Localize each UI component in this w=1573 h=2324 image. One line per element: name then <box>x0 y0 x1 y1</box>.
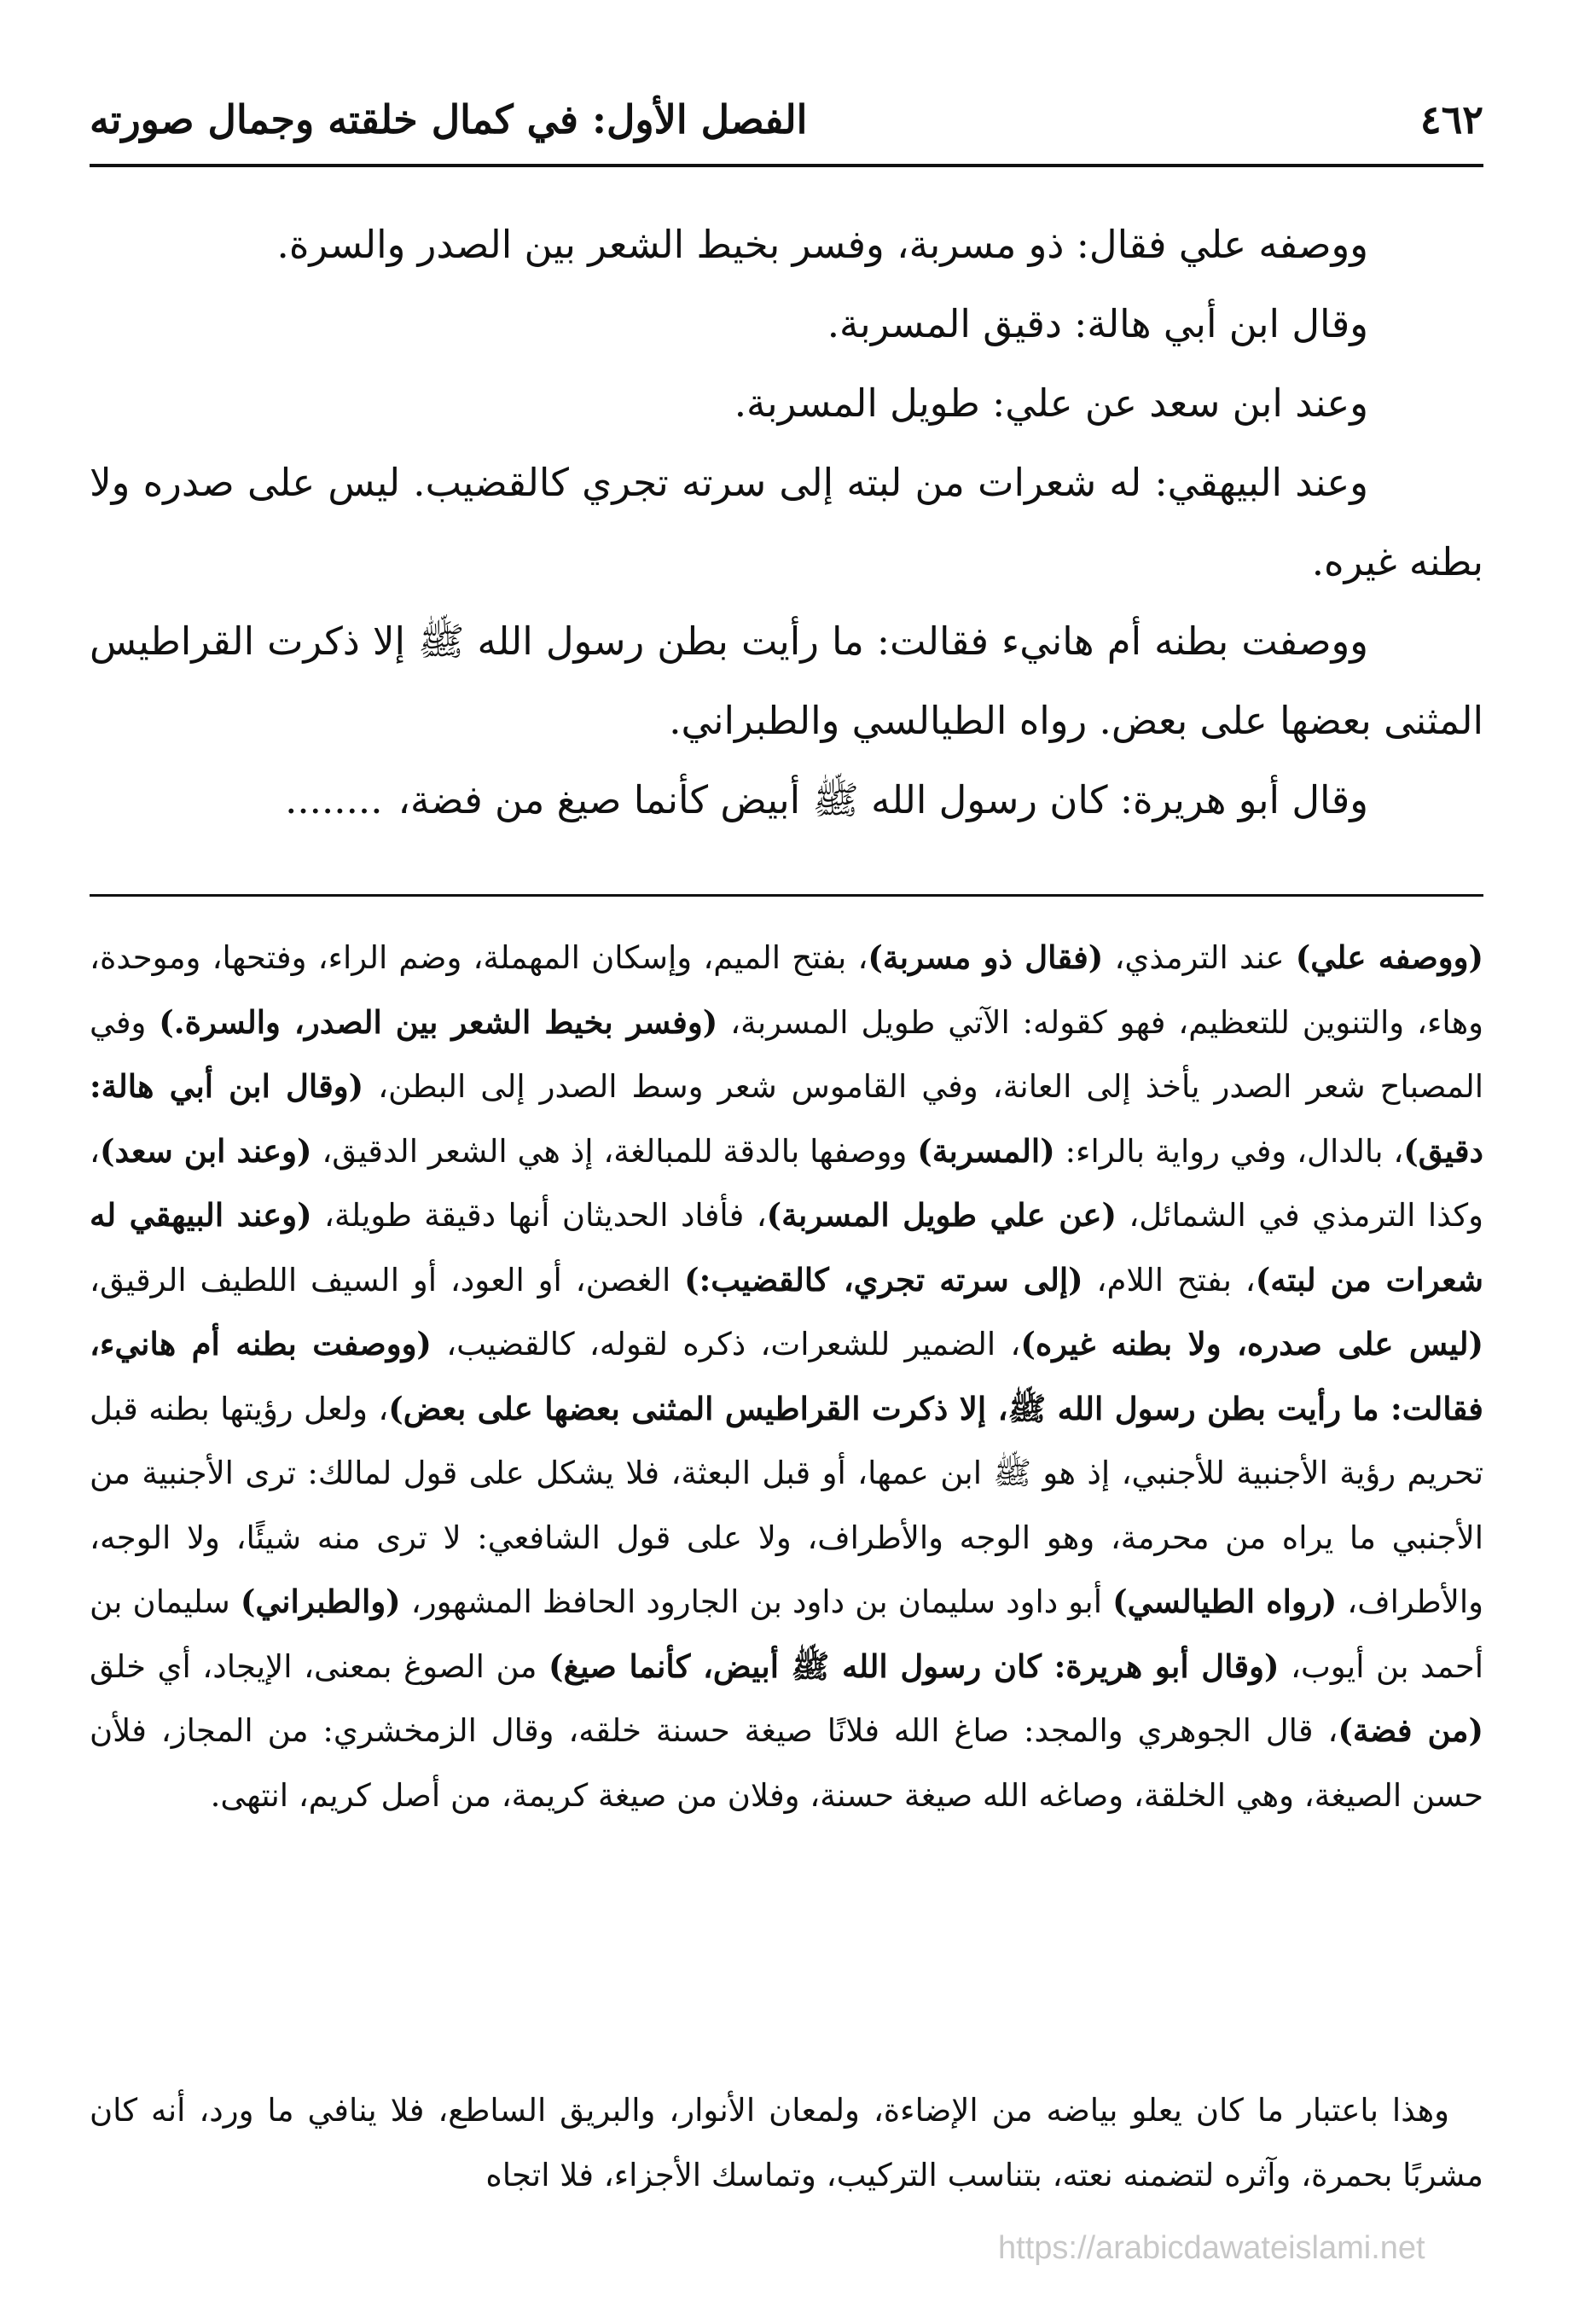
watermark-url: https://arabicdawateislami.net <box>998 2230 1425 2266</box>
commentary-run: ، فأفاد الحديثان أنها دقيقة طويلة، <box>311 1197 767 1234</box>
quoted-lemma: (عن علي طويل المسربة) <box>766 1196 1117 1234</box>
commentary-paragraph <box>90 926 1483 1827</box>
quoted-lemma: (فقال ذو مسربة) <box>868 938 1104 976</box>
quoted-lemma: (المسربة) <box>917 1131 1055 1170</box>
commentary-run: سليمان بن أحمد بن أيوب، <box>90 1583 1483 1685</box>
commentary-run: أبو داود سليمان بن داود بن الجارود الحافظ المشهور، <box>400 1583 1113 1620</box>
quoted-lemma: (والطبراني) <box>240 1583 401 1620</box>
main-paragraph: وقال ابن أبي هالة: دقيق المسربة. <box>827 301 1368 346</box>
commentary <box>90 926 1483 1827</box>
commentary-run: ، ولعل رؤيتها بطنه قبل تحريم رؤية الأجنبية للأجنبي، إذ هو ﷺ ابن عمها، أو قبل البعثة، فلا يشكل على قول لمالك: ترى الأجنبية من الأجنبي ما يراه من محرمة، وهو الوجه والأطراف، ولا على قول الشافعي: لا ترى منه شيئًا، ولا الوجه، والأطراف، <box>90 1390 1483 1620</box>
header-rule <box>90 164 1483 167</box>
commentary-run: ، بفتح الميم، وإسكان المهملة، وضم الراء، وفتحها، وموحدة، وهاء، والتنوين للتعظيم، فهو كقوله: الآتي طويل المسربة، <box>90 939 1483 1041</box>
quoted-lemma: (وفسر بخيط الشعر بين الصدر، والسرة.) <box>159 1002 718 1041</box>
commentary-run: ، قال الجوهري والمجد: صاغ الله فلانًا صيغة حسنة خلقه، وقال الزمخشري: من المجاز، فلأن حسن الصيغة، وهي الخلقة، وصاغه الله صيغة حسنة، وفلان من صيغة كريمة، من أصل كريم، انتهى. <box>90 1712 1483 1814</box>
main-paragraph: ووصفه علي فقال: ذو مسربة، وفسر بخيط الشعر بين الصدر والسرة. <box>276 222 1368 267</box>
main-paragraph: ووصفت بطنه أم هانيء فقالت: ما رأيت بطن رسول الله ﷺ إلا ذكرت القراطيس المثنى بعضها على بعض. رواه الطيالسي والطبراني. <box>90 619 1483 743</box>
commentary-run: من الصوغ بمعنى، الإيجاد، أي خلق <box>90 1647 549 1685</box>
quoted-lemma: (وقال ابن أبي هالة: دقيق) <box>90 1067 1483 1170</box>
main-paragraph: وعند ابن سعد عن علي: طويل المسربة. <box>734 381 1368 426</box>
commentary-run: وفي المصباح شعر الصدر يأخذ إلى العانة، وفي القاموس شعر وسط الصدر إلى البطن، <box>90 1003 1483 1105</box>
main-text <box>90 205 1483 840</box>
quoted-lemma: (ووصفت بطنه أم هانيء، فقالت: ما رأيت بطن رسول الله ﷺ، إلا ذكرت القراطيس المثنى بعضها على بعض) <box>90 1325 1483 1427</box>
quoted-lemma: (ووصفه علي) <box>1295 938 1483 976</box>
commentary-run: ، الضمير للشعرات، ذكره لقوله، كالقضيب، <box>431 1326 1021 1362</box>
quoted-lemma: (ليس على صدره، ولا بطنه غيره) <box>1020 1325 1484 1362</box>
page-number: ٤٦٢ <box>1419 96 1483 142</box>
main-paragraph-last <box>90 760 1483 840</box>
running-header <box>90 81 1483 158</box>
main-paragraph-text: وقال أبو هريرة: كان رسول الله ﷺ أبيض كأنما صيغ من فضة، <box>398 777 1368 822</box>
commentary-run: عند الترمذي، <box>1103 939 1296 976</box>
quoted-lemma: (وقال أبو هريرة: كان رسول الله ﷺ أبيض، كأنما صيغ) <box>549 1647 1280 1685</box>
commentary-run: ، بفتح اللام، <box>1083 1261 1256 1299</box>
footnote-rule <box>90 894 1483 897</box>
commentary-run: ووصفها بالدقة للمبالغة، إذ هي الشعر الدقيق، <box>311 1132 918 1170</box>
quoted-lemma: (من فضة) <box>1338 1711 1483 1749</box>
quoted-lemma: (وعند البيهقي له شعرات من لبته) <box>90 1196 1484 1299</box>
chapter-title: الفصل الأول: في كمال خلقته وجمال صورته <box>90 96 808 142</box>
closing-text <box>90 2078 1483 2208</box>
quoted-lemma: (إلى سرته تجري، كالقضيب:) <box>684 1260 1083 1299</box>
closing-paragraph: وهذا باعتبار ما كان يعلو بياضه من الإضاءة، ولمعان الأنوار، والبريق الساطع، فلا ينافي ما ورد، أنه كان مشربًا بحمرة، وآثره لتضمنه نعته، بتناسب التركيب، وتماسك الأجزاء، فلا اتجاه <box>90 2092 1483 2193</box>
commentary-run: الغصن، أو العود، أو السيف اللطيف الرقيق، <box>90 1261 685 1299</box>
main-paragraph: وعند البيهقي: له شعرات من لبته إلى سرته تجري كالقضيب. ليس على صدره ولا بطنه غيره. <box>90 460 1483 584</box>
commentary-run: ، وكذا الترمذي في الشمائل، <box>90 1132 1483 1234</box>
quoted-lemma: (رواه الطيالسي) <box>1112 1583 1338 1620</box>
commentary-run: ، بالدال، وفي رواية بالراء: <box>1054 1132 1404 1170</box>
quoted-lemma: (وعند ابن سعد) <box>99 1131 312 1170</box>
continuation-dots: ........ <box>285 777 383 822</box>
